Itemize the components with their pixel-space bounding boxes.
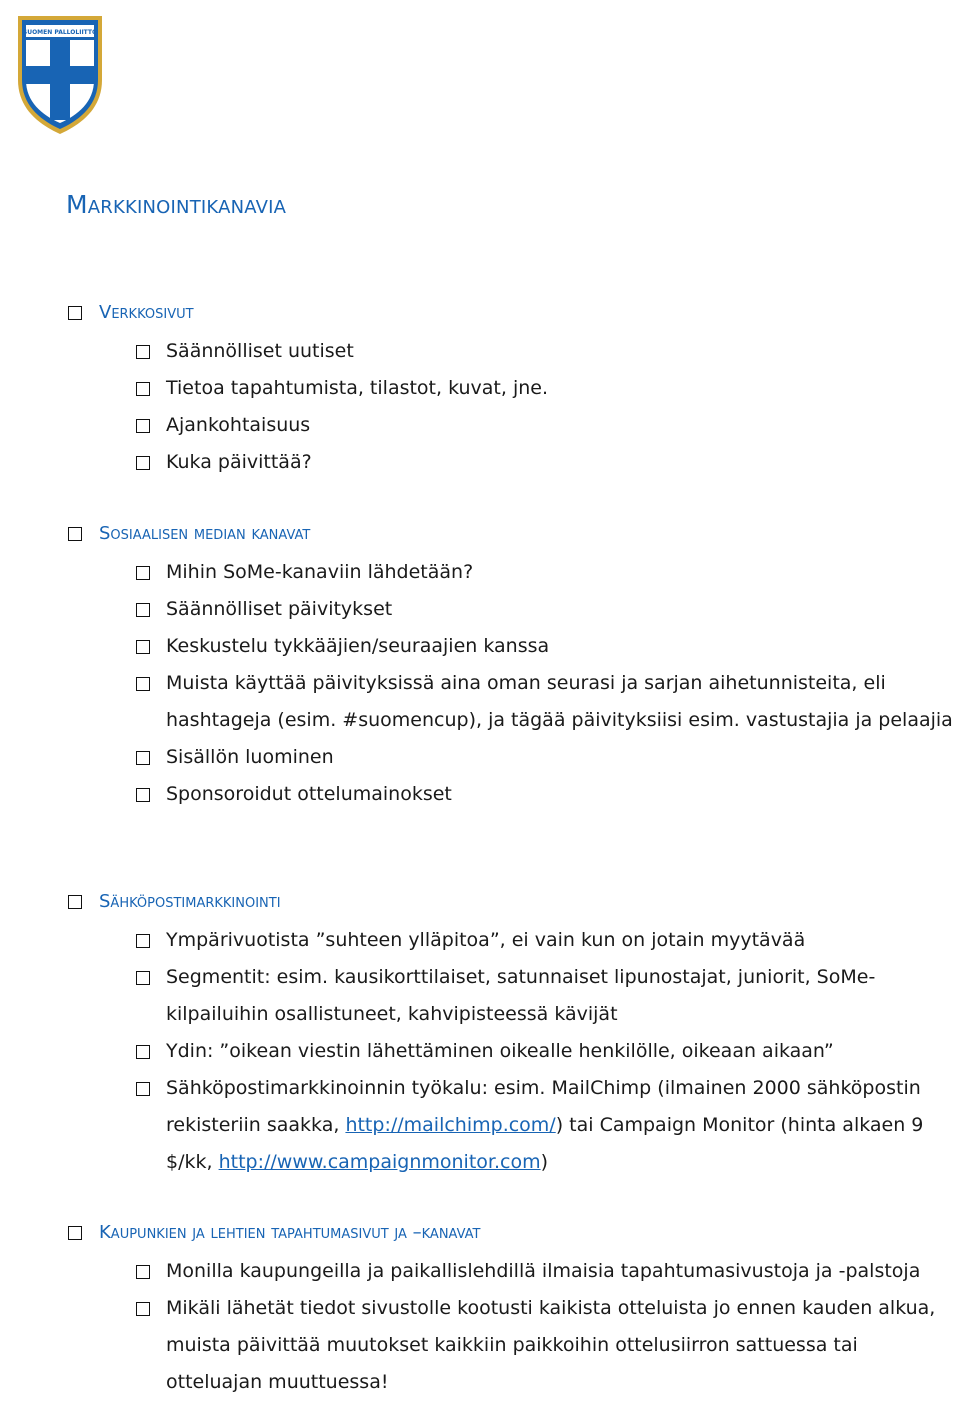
checkbox[interactable] xyxy=(136,1082,150,1096)
checkbox[interactable] xyxy=(136,788,150,802)
item-list xyxy=(66,333,956,481)
item-text: ) xyxy=(540,1151,549,1173)
checkbox[interactable] xyxy=(136,751,150,765)
checkbox[interactable] xyxy=(136,640,150,654)
item-text: Keskustelu tykkääjien/seuraajien kanssa xyxy=(166,635,550,657)
item-text: Sähköpostimarkkinoinnin työkalu: esim. MailChimp (ilmainen 2000 sähköpostin rekisteriin saakka, xyxy=(166,1077,921,1136)
shield-emblem xyxy=(12,10,108,138)
checkbox[interactable] xyxy=(136,1265,150,1279)
item-text: Tietoa tapahtumista, tilastot, kuvat, jne. xyxy=(166,377,549,399)
checkbox[interactable] xyxy=(136,603,150,617)
list-item xyxy=(66,959,956,1033)
list-item xyxy=(66,554,956,591)
list-item xyxy=(66,922,956,959)
section-header xyxy=(66,887,956,917)
checkbox[interactable] xyxy=(136,345,150,359)
checkbox[interactable] xyxy=(68,895,82,909)
campaignmonitor-link[interactable]: http://www.campaignmonitor.com xyxy=(218,1151,541,1173)
section-header xyxy=(66,519,956,549)
item-text: Mikäli lähetät tiedot sivustolle kootusti kaikista otteluista jo ennen kauden alkua, muista päivittää muutokset kaikkiin paikkoihin ottelusiirron sattuessa tai otteluajan muuttuessa! xyxy=(166,1297,936,1393)
checkbox[interactable] xyxy=(136,971,150,985)
list-item xyxy=(66,370,956,407)
checkbox[interactable] xyxy=(136,456,150,470)
checkbox[interactable] xyxy=(68,527,82,541)
list-item xyxy=(66,333,956,370)
list-item xyxy=(66,1290,956,1401)
checkbox[interactable] xyxy=(136,382,150,396)
item-text: Säännölliset päivitykset xyxy=(166,598,393,620)
list-item xyxy=(66,665,956,739)
section-sahkopostimarkkinointi xyxy=(66,887,956,1181)
item-text: Ydin: ”oikean viestin lähettäminen oikealle henkilölle, oikeaan aikaan” xyxy=(166,1040,834,1062)
list-item xyxy=(66,739,956,776)
checkbox[interactable] xyxy=(68,1226,82,1240)
checkbox[interactable] xyxy=(136,1045,150,1059)
section-header xyxy=(66,1218,956,1248)
section-title: Kaupunkien ja lehtien tapahtumasivut ja –kanavat xyxy=(99,1222,481,1243)
page-title: Markkinointikanavia xyxy=(66,190,287,219)
list-item xyxy=(66,776,956,813)
section-verkkosivut xyxy=(66,298,956,481)
list-item xyxy=(66,1070,956,1181)
item-text: Sponsoroidut ottelumainokset xyxy=(166,783,452,805)
item-text: Ympärivuotista ”suhteen ylläpitoa”, ei vain kun on jotain myytävää xyxy=(166,929,806,951)
checkbox[interactable] xyxy=(136,419,150,433)
mailchimp-link[interactable]: http://mailchimp.com/ xyxy=(345,1114,556,1136)
section-sosiaalinen-media xyxy=(66,519,956,813)
item-text: ) tai Campaign Monitor (hinta alkaen 9 $/kk, xyxy=(166,1114,924,1173)
item-text: Kuka päivittää? xyxy=(166,451,312,473)
section-header xyxy=(66,298,956,328)
item-text: Sisällön luominen xyxy=(166,746,334,768)
item-list xyxy=(66,554,956,813)
item-text: Monilla kaupungeilla ja paikallislehdillä ilmaisia tapahtumasivustoja ja -palstoja xyxy=(166,1260,921,1282)
list-item xyxy=(66,444,956,481)
section-title: Sähköpostimarkkinointi xyxy=(99,891,281,912)
section-title: Verkkosivut xyxy=(99,302,194,323)
checkbox[interactable] xyxy=(136,934,150,948)
item-text: Segmentit: esim. kausikorttilaiset, satunnaiset lipunostajat, juniorit, SoMe-kilpailuihin osallistuneet, kahvipisteessä kävijät xyxy=(166,966,876,1025)
list-item xyxy=(66,628,956,665)
logo-text: SUOMEN PALLOLIITTO xyxy=(22,29,98,36)
item-text: Mihin SoMe-kanaviin lähdetään? xyxy=(166,561,474,583)
section-title: Sosiaalisen median kanavat xyxy=(99,523,311,544)
item-text: Ajankohtaisuus xyxy=(166,414,311,436)
item-text: Säännölliset uutiset xyxy=(166,340,354,362)
list-item xyxy=(66,407,956,444)
list-item xyxy=(66,591,956,628)
checkbox[interactable] xyxy=(136,1302,150,1316)
checkbox[interactable] xyxy=(136,566,150,580)
item-list xyxy=(66,1253,956,1401)
section-kaupunkien-kanavat xyxy=(66,1218,956,1401)
checkbox[interactable] xyxy=(68,306,82,320)
suomen-palloliitto-logo xyxy=(12,10,108,138)
checkbox[interactable] xyxy=(136,677,150,691)
list-item xyxy=(66,1033,956,1070)
list-item xyxy=(66,1253,956,1290)
item-list xyxy=(66,922,956,1181)
item-text: Muista käyttää päivityksissä aina oman seurasi ja sarjan aihetunnisteita, eli hashtageja (esim. #suomencup), ja tägää päivityksiisi esim. vastustajia ja pelaajia xyxy=(166,672,953,731)
